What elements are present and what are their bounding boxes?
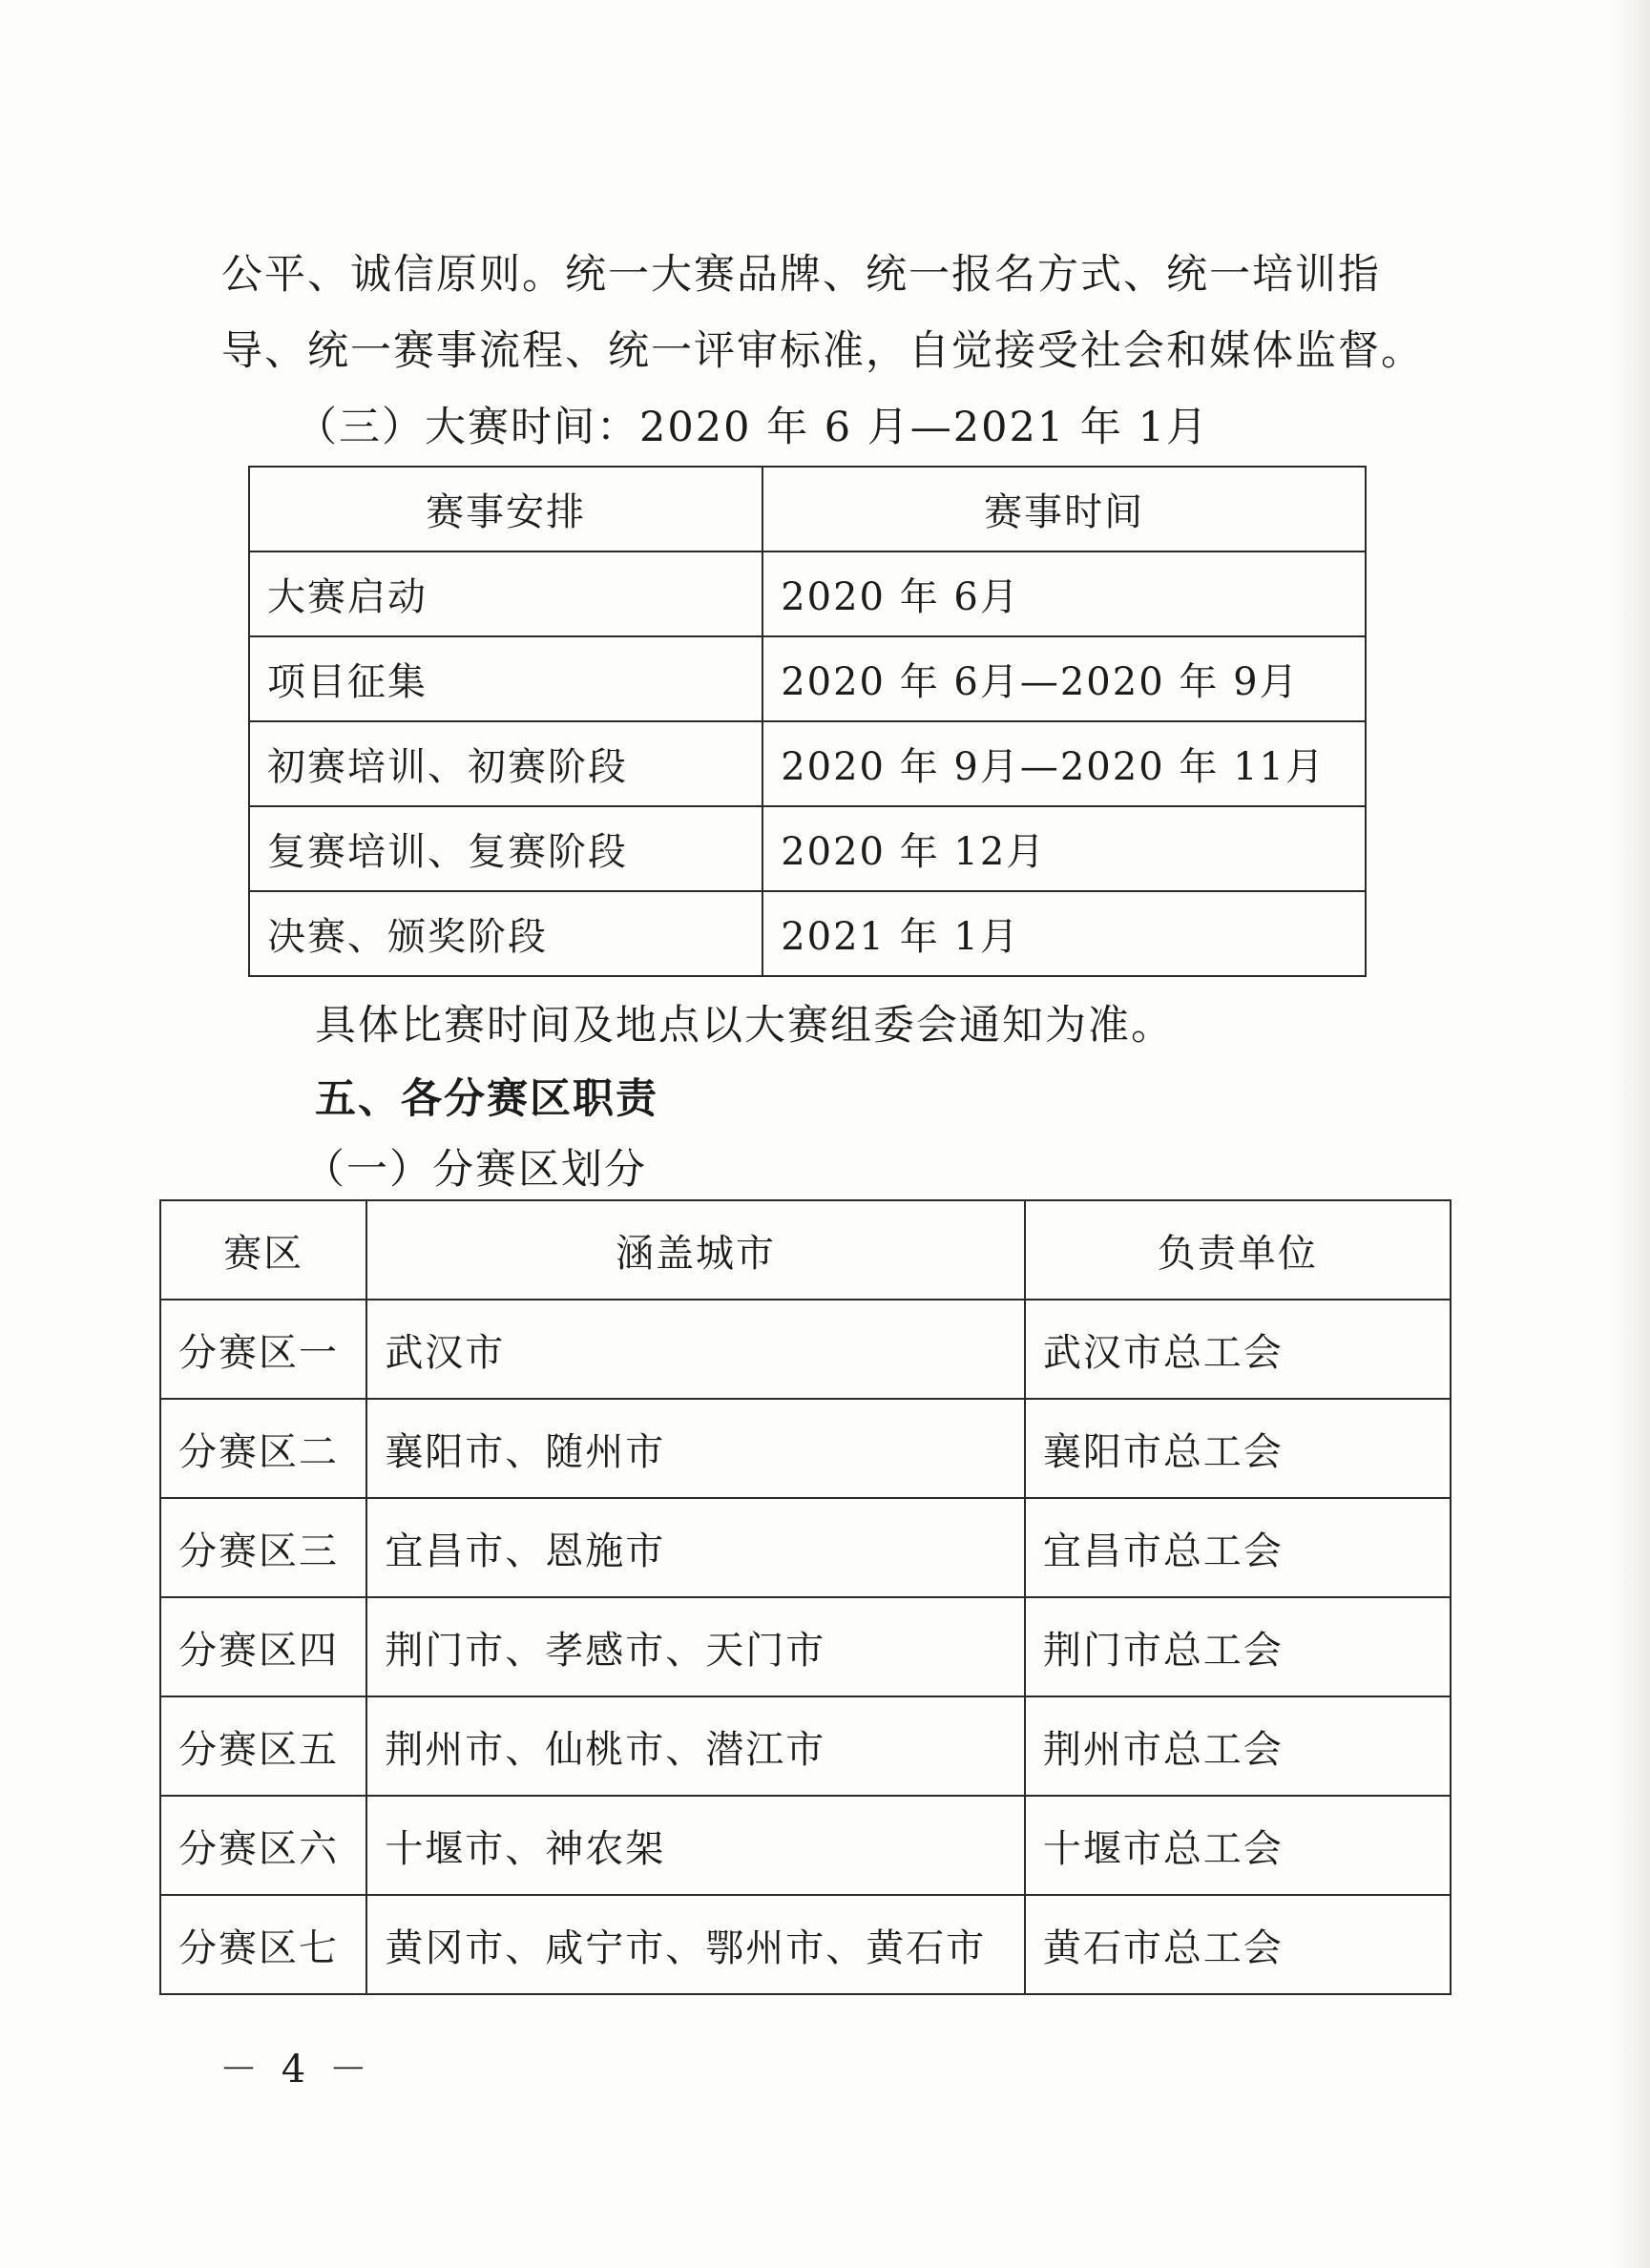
header-cell: 赛事时间	[762, 467, 1366, 551]
table-cell: 荆门市、孝感市、天门市	[366, 1597, 1025, 1696]
table-cell: 武汉市	[366, 1300, 1025, 1399]
table-cell: 武汉市总工会	[1025, 1300, 1451, 1399]
table-cell: 宜昌市、恩施市	[366, 1498, 1025, 1597]
table-cell: 2021 年 1月	[762, 891, 1366, 976]
table-cell: 荆门市总工会	[1025, 1597, 1451, 1696]
table-cell: 2020 年 9月—2020 年 11月	[762, 721, 1366, 806]
table-row	[249, 551, 1366, 636]
header-cell: 负责单位	[1025, 1200, 1451, 1300]
page-edge-shadow	[1612, 0, 1650, 2268]
table-cell: 大赛启动	[249, 551, 762, 636]
table-row	[160, 1696, 1451, 1796]
subsection1-heading: （一）分赛区划分	[303, 1146, 647, 1194]
paragraph-line-1: 公平、诚信原则。统一大赛品牌、统一报名方式、统一培训指	[221, 251, 1381, 299]
schedule-table	[248, 466, 1367, 977]
table-row	[249, 891, 1366, 976]
table-cell: 初赛培训、初赛阶段	[249, 721, 762, 806]
table-cell: 分赛区四	[160, 1597, 366, 1696]
table-row	[249, 636, 1366, 721]
table-row	[160, 1300, 1451, 1399]
table-cell: 项目征集	[249, 636, 762, 721]
header-cell: 赛区	[160, 1200, 366, 1300]
table-row	[160, 1498, 1451, 1597]
table-cell: 分赛区七	[160, 1895, 366, 1994]
section5-heading: 五、各分赛区职责	[315, 1075, 658, 1123]
table-row	[160, 1796, 1451, 1895]
paragraph-line-2: 导、统一赛事流程、统一评审标准，自觉接受社会和媒体监督。	[221, 327, 1424, 375]
note-line: 具体比赛时间及地点以大赛组委会通知为准。	[315, 1002, 1174, 1050]
table-cell: 十堰市、神农架	[366, 1796, 1025, 1895]
table-cell: 2020 年 6月	[762, 551, 1366, 636]
division-table	[159, 1199, 1452, 1995]
table-cell: 复赛培训、复赛阶段	[249, 806, 762, 891]
table-cell: 十堰市总工会	[1025, 1796, 1451, 1895]
table-row	[160, 1597, 1451, 1696]
table-cell: 黄冈市、咸宁市、鄂州市、黄石市	[366, 1895, 1025, 1994]
header-cell: 赛事安排	[249, 467, 762, 551]
table-cell: 2020 年 6月—2020 年 9月	[762, 636, 1366, 721]
table-cell: 分赛区六	[160, 1796, 366, 1895]
table-row	[249, 806, 1366, 891]
page-number: － 4 －	[219, 2048, 373, 2091]
table-cell: 荆州市、仙桃市、潜江市	[366, 1696, 1025, 1796]
table-cell: 决赛、颁奖阶段	[249, 891, 762, 976]
table-cell: 分赛区三	[160, 1498, 366, 1597]
table-cell: 分赛区五	[160, 1696, 366, 1796]
table-cell: 2020 年 12月	[762, 806, 1366, 891]
table-row	[249, 721, 1366, 806]
table-row	[160, 1399, 1451, 1498]
table-cell: 分赛区一	[160, 1300, 366, 1399]
table-cell: 黄石市总工会	[1025, 1895, 1451, 1994]
table-header-row	[160, 1200, 1451, 1300]
table-cell: 襄阳市总工会	[1025, 1399, 1451, 1498]
table-row	[160, 1895, 1451, 1994]
header-cell: 涵盖城市	[366, 1200, 1025, 1300]
table-header-row	[249, 467, 1366, 551]
table-cell: 宜昌市总工会	[1025, 1498, 1451, 1597]
table-cell: 荆州市总工会	[1025, 1696, 1451, 1796]
table-cell: 襄阳市、随州市	[366, 1399, 1025, 1498]
table-cell: 分赛区二	[160, 1399, 366, 1498]
section3-heading: （三）大赛时间：2020 年 6 月—2021 年 1月	[296, 404, 1209, 451]
